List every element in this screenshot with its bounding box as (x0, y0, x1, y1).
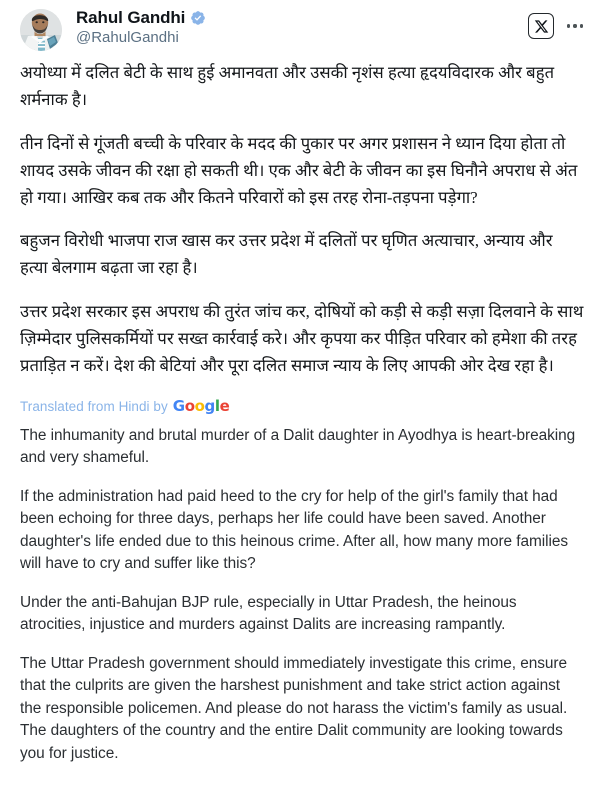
more-options-icon[interactable] (564, 15, 586, 37)
google-letter-g2: g (204, 397, 215, 416)
dot-3 (580, 24, 583, 27)
dot-2 (573, 24, 576, 27)
avatar[interactable] (20, 9, 62, 51)
google-letter-o1: o (184, 397, 195, 416)
hindi-paragraph-3: बहुजन विरोधी भाजपा राज खास कर उत्तर प्रदेश में दलितों पर घृणित अत्याचार, अन्याय और हत्या बेलगाम बढ़ता जा रहा है। (20, 231, 553, 278)
translation-notice[interactable] (20, 397, 584, 415)
tweet-header (0, 0, 600, 50)
english-paragraph-3: Under the anti-Bahujan BJP rule, especially in Uttar Pradesh, the heinous atrocities, injustice and murders against Dalits are increasing rampantly. (20, 593, 517, 634)
tweet-body (0, 60, 600, 765)
dot-1 (567, 24, 570, 27)
translation-notice-label: Translated from Hindi by (20, 398, 168, 414)
google-letter-g: G (172, 397, 185, 416)
english-paragraph-4: The Uttar Pradesh government should immediately investigate this crime, ensure that the culprits are given the harshest punishment and take strict action against the responsible policemen. And please do not harass the victim's family as usual. The daughters of the country and the entire Dalit community are looking towards you for justice. (20, 654, 568, 762)
account-handle: @RahulGandhi (76, 29, 179, 46)
account-identity (76, 8, 206, 47)
google-letter-l: l (214, 397, 220, 416)
hindi-paragraph-1: अयोध्या में दलित बेटी के साथ हुई अमानवता और उसकी नृशंस हत्या हृदयविदारक और बहुत शर्मनाक है। (20, 63, 555, 109)
english-paragraph-2: If the administration had paid heed to the cry for help of the girl's family that had been echoing for three days, perhaps her life could have been saved. Another daughter's life ended due to this heinous crime. After all, how many more families will have to cry and suffer like this? (20, 487, 569, 573)
hindi-paragraph-4: उत्तर प्रदेश सरकार इस अपराध की तुरंत जांच कर, दोषियों को कड़ी से कड़ी सज़ा दिलवाने के साथ ज़िम्मेदार पुलिसकर्मियों पर सख्त कार्रवाई करे। और कृपया कर पीड़ित परिवार को हमेशा की तरह प्रताड़ित न करें। देश की बेटियां और पूरा दलित समाज न्याय के लिए आपकी ओर देख रहा है। (20, 302, 584, 375)
google-letter-o2: o (194, 397, 205, 416)
x-logo-icon[interactable] (528, 13, 554, 39)
google-logo-wordmark (173, 397, 230, 415)
header-actions (528, 8, 586, 39)
google-letter-e: e (219, 397, 230, 416)
name-row (76, 9, 206, 26)
hindi-paragraph-2: तीन दिनों से गूंजती बच्ची के परिवार के मदद की पुकार पर अगर प्रशासन ने ध्यान दिया होता तो शायद उसके जीवन की रक्षा हो सकती थी। एक और बेटी के जीवन का इस घिनौने अपराध से अंत हो गया। आखिर कब तक और कितने परिवारों को इस तरह रोना-तड़पना पड़ेगा? (20, 133, 578, 207)
display-name: Rahul Gandhi (76, 8, 186, 27)
english-paragraph-1: The inhumanity and brutal murder of a Dalit daughter in Ayodhya is heart-breaking and very shameful. (20, 426, 576, 467)
verified-badge-icon (190, 10, 206, 26)
